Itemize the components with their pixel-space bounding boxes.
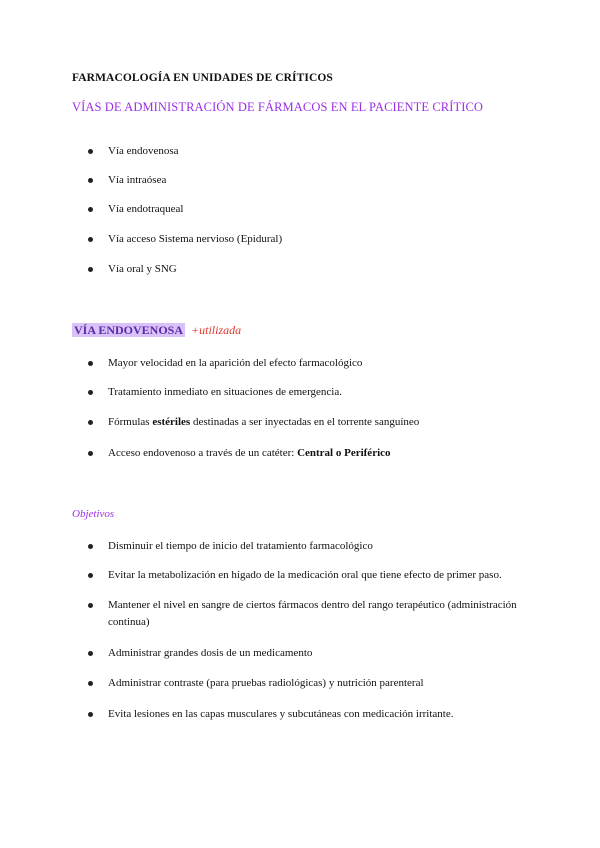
iv-annotation: +utilizada: [191, 323, 242, 337]
iv-section-heading: [72, 323, 241, 338]
iv-heading-highlight: VÍA ENDOVENOSA: [74, 323, 184, 337]
list-item-text: Vía endotraqueal: [108, 203, 184, 215]
bullet-icon: [88, 207, 93, 212]
document-title: FARMACOLOGÍA EN UNIDADES DE CRÍTICOS: [72, 72, 333, 84]
bullet-icon: [88, 267, 93, 272]
list-item-text: Evita lesiones en las capas musculares y subcutáneas con medicación irritante.: [108, 708, 454, 720]
bullet-icon: [88, 451, 93, 456]
list-item-text: Vía acceso Sistema nervioso (Epidural): [108, 233, 283, 245]
bullet-icon: [88, 149, 93, 154]
objectives-heading: Objetivos: [72, 508, 115, 520]
list-item-text: [108, 414, 419, 431]
list-item-text: Mayor velocidad en la aparición del efecto farmacológico: [108, 357, 363, 369]
item-text-bold: estériles: [152, 416, 191, 428]
item-text-post: destinadas a ser inyectadas en el torrente sanguíneo: [190, 416, 420, 428]
list-item-text: Mantener el nivel en sangre de ciertos fármacos dentro del rango terapéutico (administración continua): [108, 599, 517, 628]
bullet-icon: [88, 420, 93, 425]
bullet-icon: [88, 361, 93, 366]
list-item-text: Vía intraósea: [108, 174, 167, 186]
list-item-text: Administrar grandes dosis de un medicamento: [108, 647, 313, 659]
bullet-icon: [88, 573, 93, 578]
list-item-text: Vía oral y SNG: [108, 263, 177, 275]
list-item-text: Vía endovenosa: [108, 145, 179, 157]
list-item-text: Evitar la metabolización en hígado de la medicación oral que tiene efecto de primer paso.: [108, 569, 502, 581]
bullet-icon: [88, 237, 93, 242]
bullet-icon: [88, 681, 93, 686]
item-text-bold: Central o Periférico: [297, 447, 391, 459]
bullet-icon: [88, 178, 93, 183]
list-item-text: Tratamiento inmediato en situaciones de emergencia.: [108, 386, 342, 398]
item-text-pre: Acceso endovenoso a través de un catéter:: [108, 447, 298, 459]
item-text-pre: Fórmulas: [108, 416, 153, 428]
list-item-text: Administrar contraste (para pruebas radiológicas) y nutrición parenteral: [108, 677, 424, 689]
bullet-icon: [88, 603, 93, 608]
list-item-text: Disminuir el tiempo de inicio del tratamiento farmacológico: [108, 540, 373, 552]
bullet-icon: [88, 651, 93, 656]
list-item-text: [108, 445, 391, 462]
bullet-icon: [88, 544, 93, 549]
bullet-icon: [88, 712, 93, 717]
bullet-icon: [88, 390, 93, 395]
document-subtitle: VÍAS DE ADMINISTRACIÓN DE FÁRMACOS EN EL PACIENTE CRÍTICO: [72, 100, 484, 114]
